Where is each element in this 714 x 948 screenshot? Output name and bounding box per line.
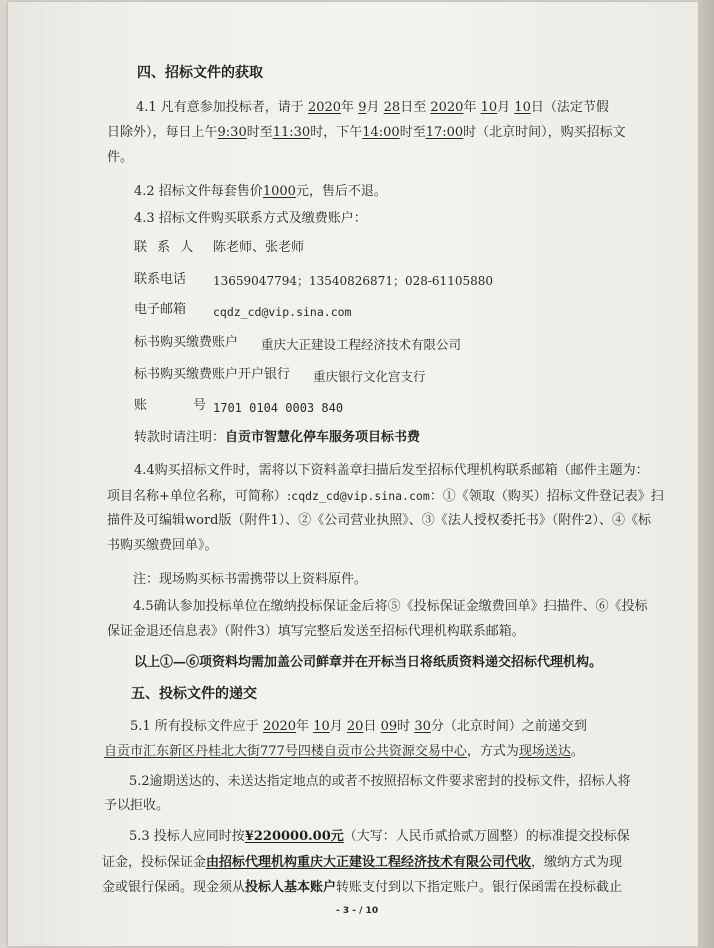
para-4-4-line-2: 项目名称+单位名称，可简称）:cqdz_cd@vip.sina.com：①《领取（购买）招标文件登记表》扫 <box>107 489 664 504</box>
para-5-2-line-1: 5.2逾期送达的、未送达指定地点的或者不按照招标文件要求密封的投标文件，招标人将 <box>129 774 631 789</box>
section-4-title: 四、招标文件的获取 <box>137 65 263 81</box>
phone-value: 13659047794；13540826871；028-61105880 <box>213 274 494 288</box>
para-4-1-line-1: 4.1 凡有意参加投标者，请于 2020年 9月 28日至 2020年 10月 10日（法定节假 <box>136 100 609 115</box>
para-5-1-line-2: 自贡市汇东新区丹桂北大街777号四楼自贡市公共资源交易中心，方式为现场送达。 <box>104 744 584 759</box>
binding-edge <box>698 0 714 948</box>
page-number: - 3 - / 10 <box>336 906 379 916</box>
email-value: cqdz_cd@vip.sina.com <box>213 305 352 319</box>
contact-value: 陈老师、张老师 <box>213 240 305 255</box>
para-4-3-intro: 4.3 招标文件购买联系方式及缴费账户： <box>134 211 367 226</box>
account-number-label-1: 账 <box>134 398 148 413</box>
para-5-1-line-1: 5.1 所有投标文件应于 2020年 10月 20日 09时 30分（北京时间）之前递交到 <box>130 719 587 734</box>
account-name-label: 标书购买缴费账户 <box>134 335 239 350</box>
section-5-title: 五、投标文件的递交 <box>131 686 257 702</box>
account-name-value: 重庆大正建设工程经济技术有限公司 <box>261 337 462 352</box>
bank-label: 标书购买缴费账户开户银行 <box>134 367 291 382</box>
contact-label: 联 系 人 <box>134 240 197 255</box>
account-number-value: 1701 0104 0003 840 <box>213 401 344 415</box>
transfer-note: 转款时请注明：自贡市智慧化停车服务项目标书费 <box>134 430 421 445</box>
para-5-3-line-3: 金或银行保函。现金须从投标人基本账户转账支付到以下指定账户。银行保函需在投标截止 <box>102 880 623 895</box>
para-4-5-line-1: 4.5确认参加投标单位在缴纳投标保证金后将⑤《投标保证金缴费回单》扫描件、⑥《投标 <box>133 599 648 614</box>
para-4-1-line-3: 件。 <box>107 150 134 165</box>
phone-label: 联系电话 <box>134 272 187 287</box>
para-5-3-line-2: 证金，投标保证金由招标代理机构重庆大正建设工程经济技术有限公司代收，缴纳方式为现 <box>102 855 623 870</box>
para-5-3-line-1: 5.3 投标人应同时按¥220000.00元（大写：人民币贰拾贰万圆整）的标准提交投标保 <box>129 829 630 844</box>
para-4-2: 4.2 招标文件每套售价1000元，售后不退。 <box>134 184 387 199</box>
bank-value: 重庆银行文化宫支行 <box>313 369 426 384</box>
para-4-1-line-2: 日除外），每日上午9:30时至11:30时，下午14:00时至17:00时（北京时间），购买招标文 <box>107 125 626 140</box>
account-number-label-2: 号 <box>193 398 207 413</box>
para-4-4-line-4: 书购买缴费回单》。 <box>107 538 218 553</box>
para-5-2-line-2: 予以拒收。 <box>104 798 170 813</box>
email-label: 电子邮箱 <box>134 302 187 317</box>
para-4-5-line-2: 保证金退还信息表》（附件3）填写完整后发送至招标代理机构联系邮箱。 <box>107 624 525 639</box>
para-4-4-line-1: 4.4购买招标文件时，需将以下资料盖章扫描后发至招标代理机构联系邮箱（邮件主题为： <box>134 463 649 478</box>
purchase-note: 注：现场购买标书需携带以上资料原件。 <box>133 572 368 587</box>
bold-seal-note: 以上①—⑥项资料均需加盖公司鲜章并在开标当日将纸质资料递交招标代理机构。 <box>134 655 603 670</box>
para-4-4-line-3: 描件及可编辑word版（附件1）、②《公司营业执照》、③《法人授权委托书》（附件2）、④《标 <box>107 513 652 528</box>
